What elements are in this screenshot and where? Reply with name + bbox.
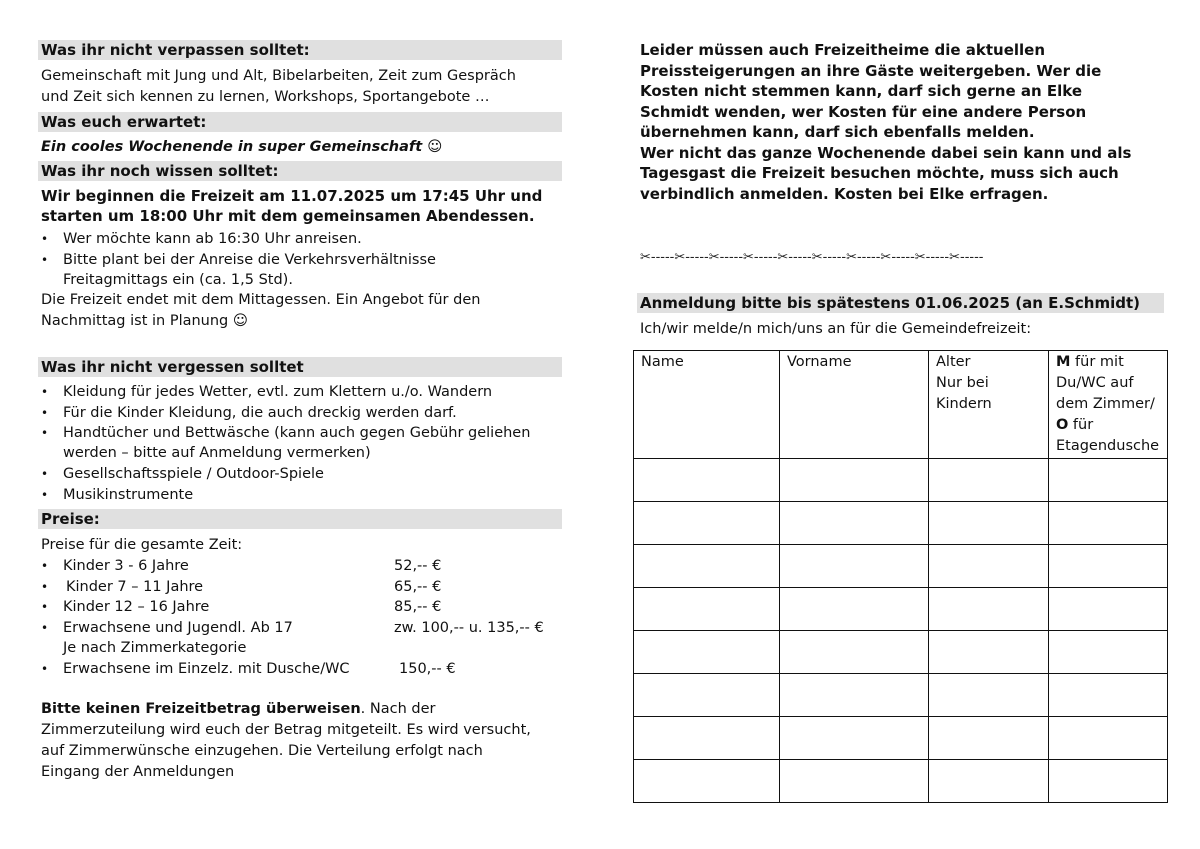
info-bullet-list <box>41 229 436 270</box>
room-cell[interactable] <box>1049 588 1168 631</box>
price-label: Erwachsene im Einzelz. mit Dusche/WC <box>63 660 350 677</box>
price-amount: 150,-- € <box>399 660 456 677</box>
payment-note <box>41 699 435 720</box>
table-row <box>634 502 1168 545</box>
name-cell[interactable] <box>634 545 780 588</box>
registration-intro: Ich/wir melde/n mich/uns an für die Gemeindefreizeit: <box>640 321 1032 337</box>
name-cell[interactable] <box>634 631 780 674</box>
notice-line: Tagesgast die Freizeit besuchen möchte, muss sich auch <box>640 164 1119 182</box>
list-item: • Wer möchte kann ab 16:30 Uhr anreisen. <box>41 229 436 250</box>
col-header-vorname: Vorname <box>780 351 929 459</box>
col-header-name: Name <box>634 351 780 459</box>
room-cell[interactable] <box>1049 631 1168 674</box>
bullet: • <box>41 600 49 614</box>
col-header-room-line <box>1056 415 1160 436</box>
payment-note-line: Zimmerzuteilung wird euch der Betrag mitgeteilt. Es wird versucht, <box>41 722 531 738</box>
name-cell[interactable] <box>634 674 780 717</box>
room-cell[interactable] <box>1049 717 1168 760</box>
vorname-cell[interactable] <box>780 674 929 717</box>
vorname-cell[interactable] <box>780 760 929 803</box>
room-text: für <box>1068 417 1094 433</box>
notice-line: Wer nicht das ganze Wochenende dabei sein kann und als <box>640 143 1132 162</box>
payment-note-line: auf Zimmerwünsche einzugehen. Die Verteilung erfolgt nach <box>41 743 483 759</box>
start-info-line: Wir beginnen die Freizeit am 11.07.2025 um 17:45 Uhr und <box>41 187 543 205</box>
vorname-cell[interactable] <box>780 459 929 502</box>
notice-line: übernehmen kann, darf sich ebenfalls melden. <box>640 123 1035 141</box>
notice-line: verbindlich anmelden. Kosten bei Elke erfragen. <box>640 184 1049 203</box>
vorname-cell[interactable] <box>780 545 929 588</box>
room-cell[interactable] <box>1049 674 1168 717</box>
table-row <box>634 717 1168 760</box>
alter-cell[interactable] <box>929 545 1049 588</box>
room-cell[interactable] <box>1049 459 1168 502</box>
price-notice <box>640 40 1131 204</box>
room-letter-m: M <box>1056 354 1071 370</box>
registration-heading: Anmeldung bitte bis spätestens 01.06.2025 (an E.Schmidt) <box>637 293 1164 313</box>
bullet: • <box>41 559 49 573</box>
registration-table <box>633 350 1168 803</box>
price-amount: zw. 100,-- u. 135,-- € <box>394 619 544 636</box>
alter-cell[interactable] <box>929 459 1049 502</box>
room-cell[interactable] <box>1049 545 1168 588</box>
payment-note-bold: Bitte keinen Freizeitbetrag überweisen <box>41 701 361 717</box>
payment-note-rest: . Nach der <box>360 701 436 717</box>
vorname-cell[interactable] <box>780 717 929 760</box>
alter-cell[interactable] <box>929 502 1049 545</box>
room-text: für mit <box>1070 354 1124 370</box>
table-row <box>634 588 1168 631</box>
price-row <box>41 556 565 577</box>
notice-line: Schmidt wenden, wer Kosten für eine andere Person <box>640 102 1087 121</box>
price-label: Kinder 7 – 11 Jahre <box>66 578 204 595</box>
table-row <box>634 760 1168 803</box>
list-item: • Handtücher und Bettwäsche (kann auch gegen Gebühr geliehen <box>41 423 530 444</box>
alter-cell[interactable] <box>929 588 1049 631</box>
section-text-line: Gemeinschaft mit Jung und Alt, Bibelarbeiten, Zeit zum Gespräch <box>41 68 516 84</box>
section-heading-prices: Preise: <box>38 509 562 529</box>
section-heading-not-miss: Was ihr nicht verpassen solltet: <box>38 40 562 60</box>
price-row <box>41 577 565 598</box>
col-header-alter <box>929 351 1049 459</box>
packing-list <box>41 382 530 444</box>
name-cell[interactable] <box>634 717 780 760</box>
price-label: Je nach Zimmerkategorie <box>63 640 247 656</box>
price-row <box>41 638 565 659</box>
alter-cell[interactable] <box>929 717 1049 760</box>
price-row <box>41 659 565 680</box>
alter-cell[interactable] <box>929 760 1049 803</box>
table-row <box>634 674 1168 717</box>
scissors-cut-line: ✂-----✂-----✂-----✂-----✂-----✂-----✂-----✂-----✂-----✂----- <box>640 250 984 265</box>
list-item-continuation: werden – bitte auf Anmeldung vermerken) <box>63 445 371 461</box>
price-label: Erwachsene und Jugendl. Ab 17 <box>63 619 293 636</box>
col-header-alter-line: Nur bei <box>936 375 989 391</box>
section-heading-not-forget: Was ihr nicht vergessen solltet <box>38 357 562 377</box>
price-amount: 52,-- € <box>394 558 442 574</box>
list-item: • Für die Kinder Kleidung, die auch dreckig werden darf. <box>41 403 530 424</box>
name-cell[interactable] <box>634 459 780 502</box>
section-text-line: Nachmittag ist in Planung ☺ <box>41 313 248 329</box>
bullet: • <box>41 579 49 594</box>
price-row <box>41 597 565 618</box>
table-header-row <box>634 351 1168 459</box>
bullet: • <box>41 661 49 676</box>
start-info-line: starten um 18:00 Uhr mit dem gemeinsamen Abendessen. <box>41 207 535 225</box>
price-list <box>41 556 565 679</box>
notice-line: Kosten nicht stemmen kann, darf sich gerne an Elke <box>640 82 1083 100</box>
vorname-cell[interactable] <box>780 631 929 674</box>
section-heading-expect: Was euch erwartet: <box>38 112 562 132</box>
room-letter-o: O <box>1056 417 1069 433</box>
table-row <box>634 545 1168 588</box>
price-row <box>41 618 565 639</box>
section-text-line: und Zeit sich kennen zu lernen, Workshops, Sportangebote … <box>41 89 490 105</box>
col-header-alter-line: Alter <box>936 354 971 370</box>
notice-line: Leider müssen auch Freizeitheime die aktuellen <box>640 41 1045 59</box>
alter-cell[interactable] <box>929 631 1049 674</box>
list-item: • Kleidung für jedes Wetter, evtl. zum Klettern u./o. Wandern <box>41 382 530 403</box>
price-amount: 65,-- € <box>394 578 442 595</box>
col-header-alter-line: Kindern <box>936 396 992 412</box>
list-item: • Musikinstrumente <box>41 485 324 506</box>
bullet: • <box>41 620 49 635</box>
alter-cell[interactable] <box>929 674 1049 717</box>
name-cell[interactable] <box>634 588 780 631</box>
list-item: • Bitte plant bei der Anreise die Verkehrsverhältnisse <box>41 250 436 271</box>
vorname-cell[interactable] <box>780 588 929 631</box>
name-cell[interactable] <box>634 502 780 545</box>
col-header-room-line: Du/WC auf <box>1056 375 1134 391</box>
price-label: Kinder 3 - 6 Jahre <box>63 558 189 574</box>
price-amount: 85,-- € <box>394 599 442 615</box>
vorname-cell[interactable] <box>780 502 929 545</box>
notice-line: Preissteigerungen an ihre Gäste weitergeben. Wer die <box>640 61 1102 80</box>
payment-note-line: Eingang der Anmeldungen <box>41 764 235 780</box>
price-label: Kinder 12 – 16 Jahre <box>63 599 210 615</box>
list-item: • Gesellschaftsspiele / Outdoor-Spiele <box>41 464 324 485</box>
room-cell[interactable] <box>1049 502 1168 545</box>
section-text-line: Die Freizeit endet mit dem Mittagessen. Ein Angebot für den <box>41 292 481 308</box>
col-header-room <box>1049 351 1168 459</box>
packing-list-cont <box>41 464 324 505</box>
col-header-room-line: Etagendusche <box>1056 438 1160 454</box>
room-cell[interactable] <box>1049 760 1168 803</box>
table-row <box>634 459 1168 502</box>
section-heading-know: Was ihr noch wissen solltet: <box>38 161 562 181</box>
prices-intro: Preise für die gesamte Zeit: <box>41 537 243 553</box>
name-cell[interactable] <box>634 760 780 803</box>
col-header-room-line <box>1056 352 1160 373</box>
highlight-text: Ein cooles Wochenende in super Gemeinschaft ☺ <box>41 139 443 155</box>
col-header-room-line: dem Zimmer/ <box>1056 396 1155 412</box>
list-item-continuation: Freitagmittags ein (ca. 1,5 Std). <box>63 272 293 288</box>
table-row <box>634 631 1168 674</box>
